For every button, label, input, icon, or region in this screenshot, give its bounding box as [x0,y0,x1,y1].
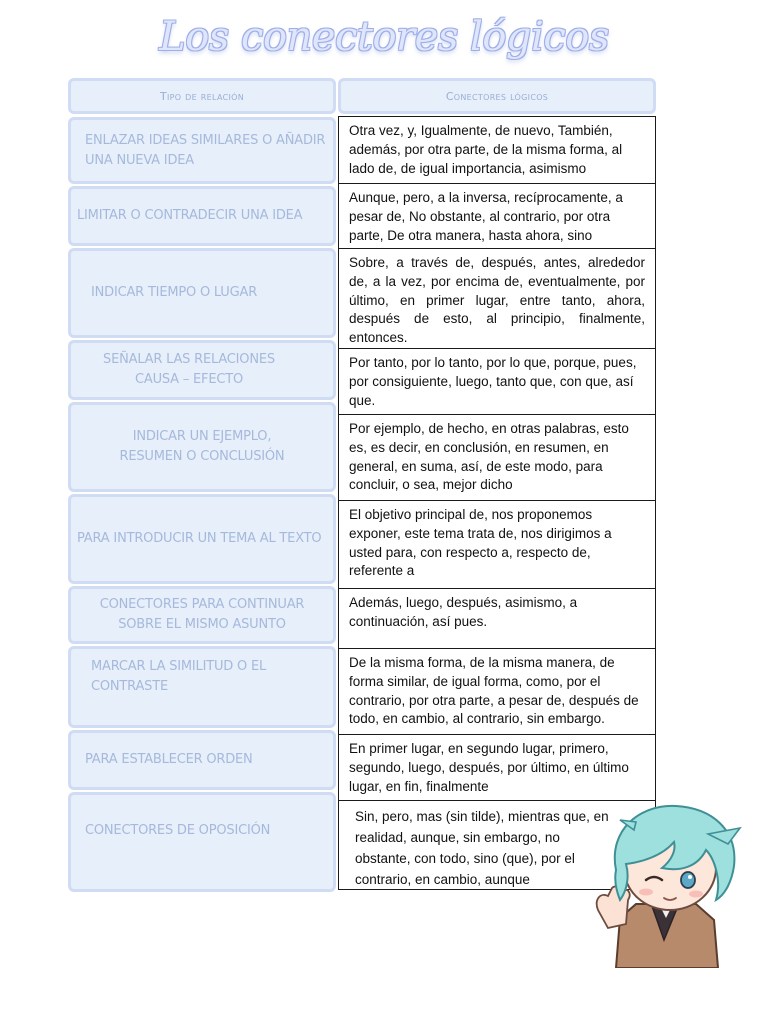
relation-type-cell [68,646,336,728]
connectors-cell [338,248,656,349]
relation-type-label: LIMITAR O CONTRADECIR UNA IDEA [77,208,303,223]
connectors-cell [338,648,656,735]
connectors-text: Otra vez, y, Igualmente, de nuevo, También, además, por otra parte, de la misma forma, al lado de, de igual importancia, asimismo [349,123,623,176]
connectors-text: Por tanto, por lo tanto, por lo que, porque, pues, por consiguiente, luego, tanto que, con que, así que. [349,355,637,408]
relation-type-label: CONECTORES PARA CONTINUAR SOBRE EL MISMO ASUNTO [99,597,305,632]
connectors-text: Sobre, a través de, después, antes, alrededor de, a la vez, por encima de, eventualmente, por último, en primer lugar, entre tanto, ahora, después de esto, al principio, finalmente, entonces. [349,255,645,346]
connectors-cell [338,348,656,415]
relation-type-label: INDICAR UN EJEMPLO, RESUMEN O CONCLUSIÓN [119,429,285,464]
relation-type-cell [68,494,336,584]
relation-type-cell [68,586,336,644]
connectors-text: Sin, pero, mas (sin tilde), mientras que, en realidad, aunque, sin embargo, no obstante, con todo, sino (que), por el contrario, en cambio, aunque [355,809,609,887]
chibi-character-illustration [590,800,750,968]
relation-type-cell [68,402,336,492]
connectors-cell [338,588,656,649]
relation-type-label: MARCAR LA SIMILITUD O EL CONTRASTE [91,659,267,694]
relation-type-cell [68,792,336,892]
connectors-text: El objetivo principal de, nos proponemos exponer, este tema trata de, nos dirigimos a usted para, con respecto a, respecto de, referente a [349,507,612,579]
connectors-cell [338,500,656,589]
relation-type-label: SEÑALAR LAS RELACIONES CAUSA – EFECTO [103,352,275,387]
connectors-text: Aunque, pero, a la inversa, recíprocamente, a pesar de, No obstante, al contrario, por otra parte, De otra manera, hasta ahora, sino [349,190,623,243]
header-logical-connectors: Conectores lógicos [338,78,656,114]
connectors-text: Además, luego, después, asimismo, a continuación, así pues. [349,595,578,629]
connectors-cell [338,116,656,184]
connectors-cell [338,183,656,249]
relation-type-label: ENLAZAR IDEAS SIMILARES O AÑADIR UNA NUEVA IDEA [85,132,326,168]
relation-type-label: INDICAR TIEMPO O LUGAR [91,285,258,300]
relation-type-cell [68,186,336,246]
connectors-text: Por ejemplo, de hecho, en otras palabras, esto es, es decir, en conclusión, en resumen, en general, en suma, así, de este modo, para concluir, o sea, mejor dicho [349,421,629,493]
connectors-text: De la misma forma, de la misma manera, de forma similar, de igual forma, como, por el contrario, por otra parte, a pesar de, después de todo, en cambio, al contrario, sin embargo. [349,655,639,727]
relation-type-label: PARA ESTABLECER ORDEN [85,752,253,767]
page-title: Los conectores lógicos [159,14,609,60]
relation-type-cell [68,340,336,400]
relation-type-label: CONECTORES DE OPOSICIÓN [85,823,271,838]
relation-type-cell [68,117,336,184]
relation-type-cell [68,248,336,338]
connectors-cell [338,414,656,501]
connectors-cell [338,734,656,801]
connectors-text: En primer lugar, en segundo lugar, primero, segundo, luego, después, por último, en último lugar, en fin, finalmente [349,741,629,794]
relation-type-cell [68,730,336,790]
header-relation-type: Tipo de relación [68,78,336,114]
relation-type-label: PARA INTRODUCIR UN TEMA AL TEXTO [77,531,322,546]
